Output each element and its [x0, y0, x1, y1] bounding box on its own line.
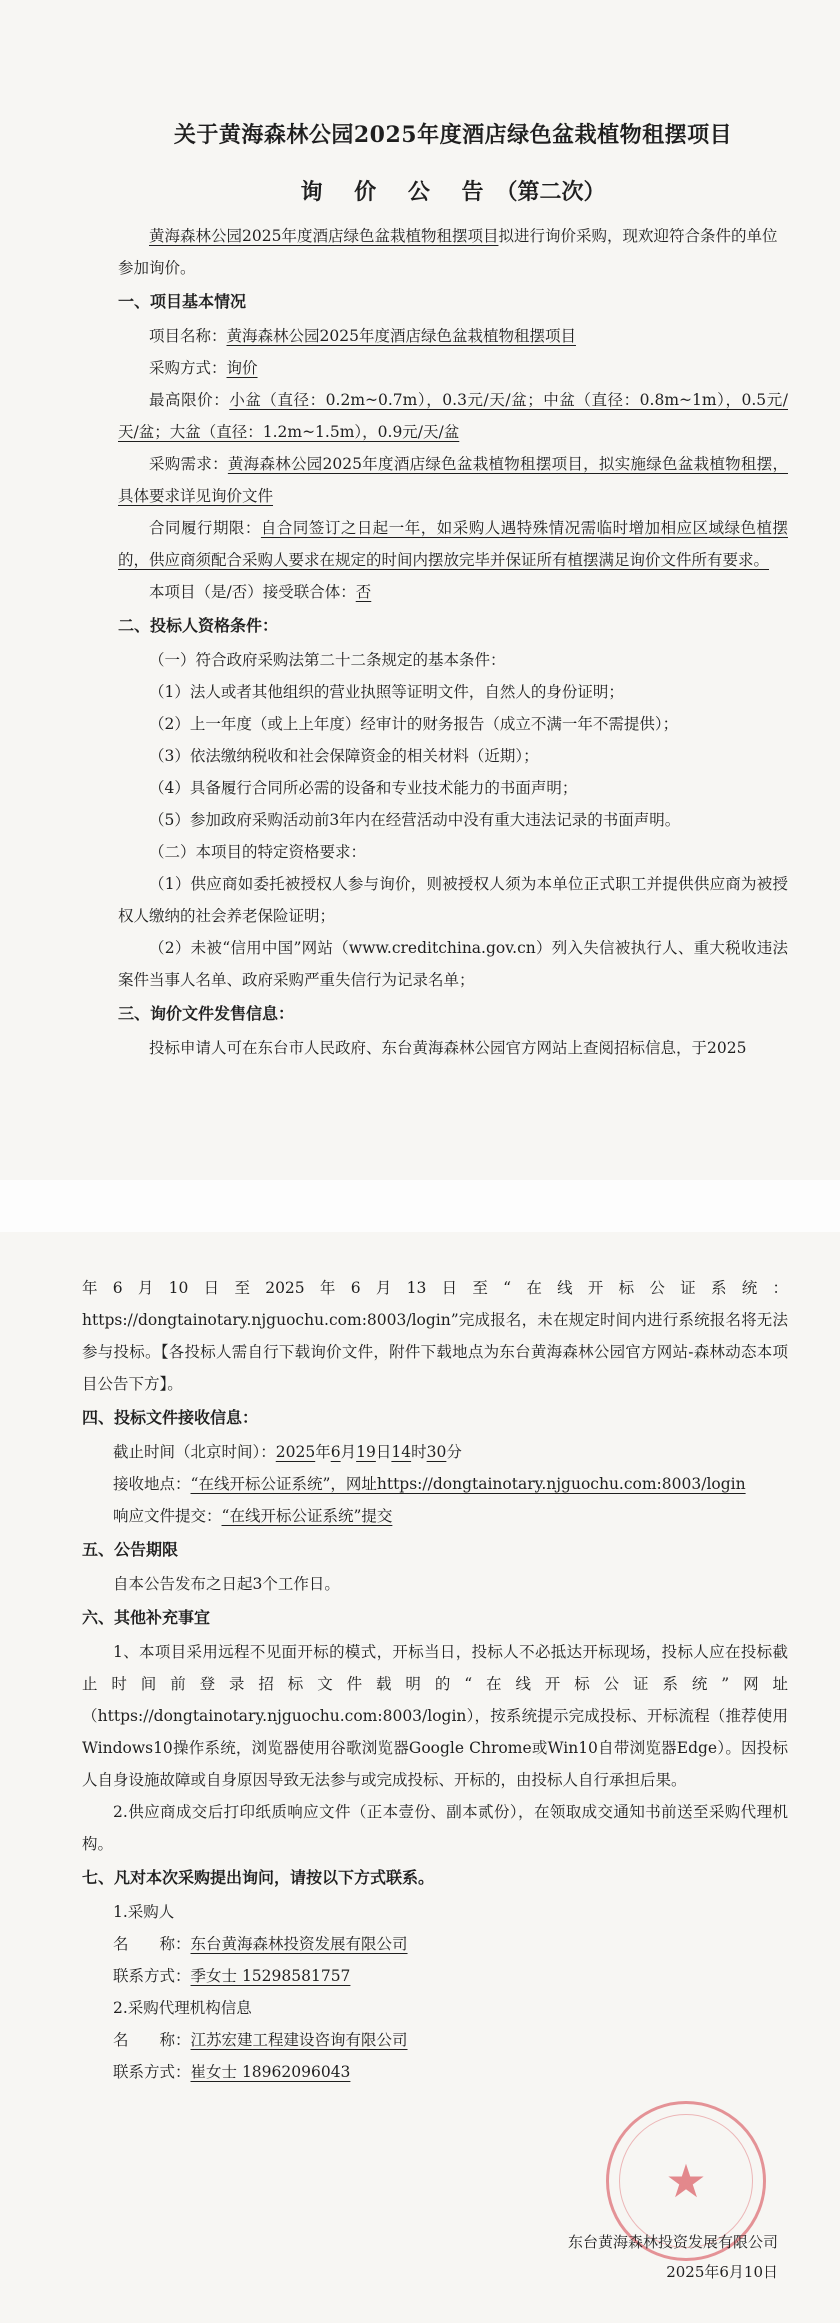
deadline-day: 19	[356, 1443, 376, 1461]
buyer-contact-row	[82, 1960, 788, 1992]
deadline-hour: 14	[391, 1443, 412, 1461]
signoff-block	[568, 2227, 778, 2287]
project-name-row	[118, 320, 788, 352]
section-6-paragraph-1: 1、本项目采用远程不见面开标的模式，开标当日，投标人不必抵达开标现场，投标人应在投标截止时间前登录招标文件载明的“在线开标公证系统”网址（https://dongtainotary.njguochu.com:8003/login），按系统提示完成投标、开标流程（推荐使用Windows10操作系统，浏览器使用谷歌浏览器Google Chrome或Win10自带浏览器Edge）。因投标人自身设施故障或自身原因导致无法参与或完成投标、开标的，由投标人自行承担后果。	[82, 1643, 788, 1789]
buyer-name-row	[82, 1928, 788, 1960]
agent-name-row	[82, 2024, 788, 2056]
qual-group-2: （二）本项目的特定资格要求：	[149, 843, 367, 861]
qual-item: （1）供应商如委托被授权人参与询价，则被授权人须为本单位正式职工并提供供应商为被授权人缴纳的社会养老保险证明；	[118, 875, 788, 925]
deadline-day-unit: 日	[375, 1443, 392, 1461]
purchase-method-row	[118, 352, 788, 384]
document-title: 关于黄海森林公园2025年度酒店绿色盆栽植物租摆项目	[173, 122, 733, 148]
intro-project-name: 黄海森林公园2025年度酒店绿色盆栽植物租摆项目	[149, 227, 499, 245]
price-limit-row	[118, 384, 788, 448]
qual-item: （2）未被“信用中国”网站（www.creditchina.gov.cn）列入失信被执行人、重大税收违法案件当事人名单、政府采购严重失信行为记录名单；	[118, 939, 788, 989]
agent-heading: 2.采购代理机构信息	[113, 1999, 252, 2017]
document-page-2	[0, 1232, 840, 2323]
buyer-heading: 1.采购人	[113, 1903, 175, 1921]
notice-heading-main: 询 价 公 告	[300, 179, 496, 205]
deadline-minute-unit: 分	[446, 1443, 462, 1461]
page-gap	[0, 1180, 840, 1232]
receive-place-label: 接收地点：	[113, 1475, 191, 1493]
contract-period-value: 自合同签订之日起一年，如采购人遇特殊情况需临时增加相应区域绿色植摆的，供应商须配合采购人要求在规定的时间内摆放完毕并保证所有植摆满足询价文件所有要求。	[118, 519, 788, 569]
section-3-paragraph-start: 投标申请人可在东台市人民政府、东台黄海森林公园官方网站上查阅招标信息，于2025	[149, 1039, 747, 1057]
qual-item: （3）依法缴纳税收和社会保障资金的相关材料（近期）；	[149, 747, 539, 765]
deadline-hour-unit: 时	[411, 1443, 427, 1461]
submit-label: 响应文件提交：	[113, 1507, 222, 1525]
consortium-row	[118, 576, 788, 608]
requirement-row	[118, 448, 788, 512]
notice-heading	[118, 175, 788, 206]
deadline-month-unit: 月	[340, 1443, 357, 1461]
notice-heading-suffix: （第二次）	[495, 179, 606, 205]
deadline-minute: 30	[426, 1443, 447, 1461]
signoff-date: 2025年6月10日	[666, 2263, 778, 2281]
signoff-org: 东台黄海森林投资发展有限公司	[567, 2233, 778, 2251]
section-3-title: 三、询价文件发售信息：	[118, 1004, 295, 1023]
qual-item: （1）法人或者其他组织的营业执照等证明文件，自然人的身份证明；	[149, 683, 624, 701]
submit-row	[82, 1500, 788, 1532]
deadline-year-unit: 年	[315, 1443, 331, 1461]
receive-place-row	[82, 1468, 788, 1500]
deadline-year: 2025	[275, 1443, 316, 1461]
buyer-contact-label: 联系方式：	[113, 1967, 191, 1985]
section-4-title: 四、投标文件接收信息：	[82, 1408, 259, 1427]
project-name-label: 项目名称：	[149, 327, 227, 345]
agent-contact-label: 联系方式：	[113, 2063, 191, 2081]
submit-value: “在线开标公证系统”提交	[221, 1507, 393, 1525]
receive-place-value: “在线开标公证系统”，网址https://dongtainotary.njguochu.com:8003/login	[190, 1475, 746, 1493]
section-5-paragraph: 自本公告发布之日起3个工作日。	[113, 1575, 340, 1593]
section-5-title: 五、公告期限	[82, 1540, 179, 1559]
qual-group-1: （一）符合政府采购法第二十二条规定的基本条件：	[149, 651, 506, 669]
qual-item: （2）上一年度（或上上年度）经审计的财务报告（成立不满一年不需提供）；	[149, 715, 679, 733]
project-name-value: 黄海森林公园2025年度酒店绿色盆栽植物租摆项目	[226, 327, 576, 345]
section-6-paragraph-2: 2.供应商成交后打印纸质响应文件（正本壹份、副本贰份），在领取成交通知书前送至采购代理机构。	[82, 1803, 788, 1853]
buyer-name-value: 东台黄海森林投资发展有限公司	[190, 1935, 408, 1953]
intro-text: 拟进行询价采购，现欢迎符合条件的单位参加询价。	[118, 227, 778, 277]
contract-period-row	[118, 512, 788, 576]
section-7-title: 七、凡对本次采购提出询问，请按以下方式联系。	[82, 1868, 435, 1887]
consortium-value: 否	[355, 583, 372, 601]
purchase-method-value: 询价	[226, 359, 258, 377]
contract-period-label: 合同履行期限：	[149, 519, 261, 537]
qual-item: （5）参加政府采购活动前3年内在经营活动中没有重大违法记录的书面声明。	[149, 811, 681, 829]
agent-contact-value: 崔女士 18962096043	[190, 2063, 351, 2081]
agent-name-value: 江苏宏建工程建设咨询有限公司	[190, 2031, 408, 2049]
deadline-month: 6	[330, 1443, 341, 1461]
purchase-method-label: 采购方式：	[149, 359, 227, 377]
section-2-title: 二、投标人资格条件：	[118, 616, 279, 635]
buyer-name-label: 名 称：	[113, 1935, 191, 1953]
consortium-label: 本项目（是/否）接受联合体：	[149, 583, 356, 601]
qual-item: （4）具备履行合同所必需的设备和专业技术能力的书面声明；	[149, 779, 578, 797]
section-1-title: 一、项目基本情况	[118, 292, 247, 311]
requirement-value: 黄海森林公园2025年度酒店绿色盆栽植物租摆项目，拟实施绿色盆栽植物租摆，具体要求详见询价文件	[118, 455, 788, 505]
section-6-title: 六、其他补充事宜	[82, 1608, 211, 1627]
seal-star-icon: ★	[665, 2154, 707, 2208]
agent-name-label: 名 称：	[113, 2031, 191, 2049]
intro-paragraph	[118, 220, 788, 284]
deadline-row	[82, 1436, 788, 1468]
price-limit-label: 最高限价：	[149, 391, 230, 409]
buyer-contact-value: 季女士 15298581757	[190, 1967, 351, 1985]
agent-contact-row	[82, 2056, 788, 2088]
price-limit-value: 小盆（直径：0.2m~0.7m），0.3元/天/盆；中盆（直径：0.8m~1m），0.5元/天/盆；大盆（直径：1.2m~1.5m），0.9元/天/盆	[118, 391, 788, 441]
requirement-label: 采购需求：	[149, 455, 228, 473]
deadline-label: 截止时间（北京时间）：	[113, 1443, 276, 1461]
section-3-paragraph-cont: 年6月10日至2025年6月13日至“在线开标公证系统：https://dongtainotary.njguochu.com:8003/login”完成报名，未在规定时间内进行系统报名将无法参与投标。【各投标人需自行下载询价文件，附件下载地点为东台黄海森林公园官方网站-森林动态本项目公告下方】。	[82, 1279, 788, 1393]
